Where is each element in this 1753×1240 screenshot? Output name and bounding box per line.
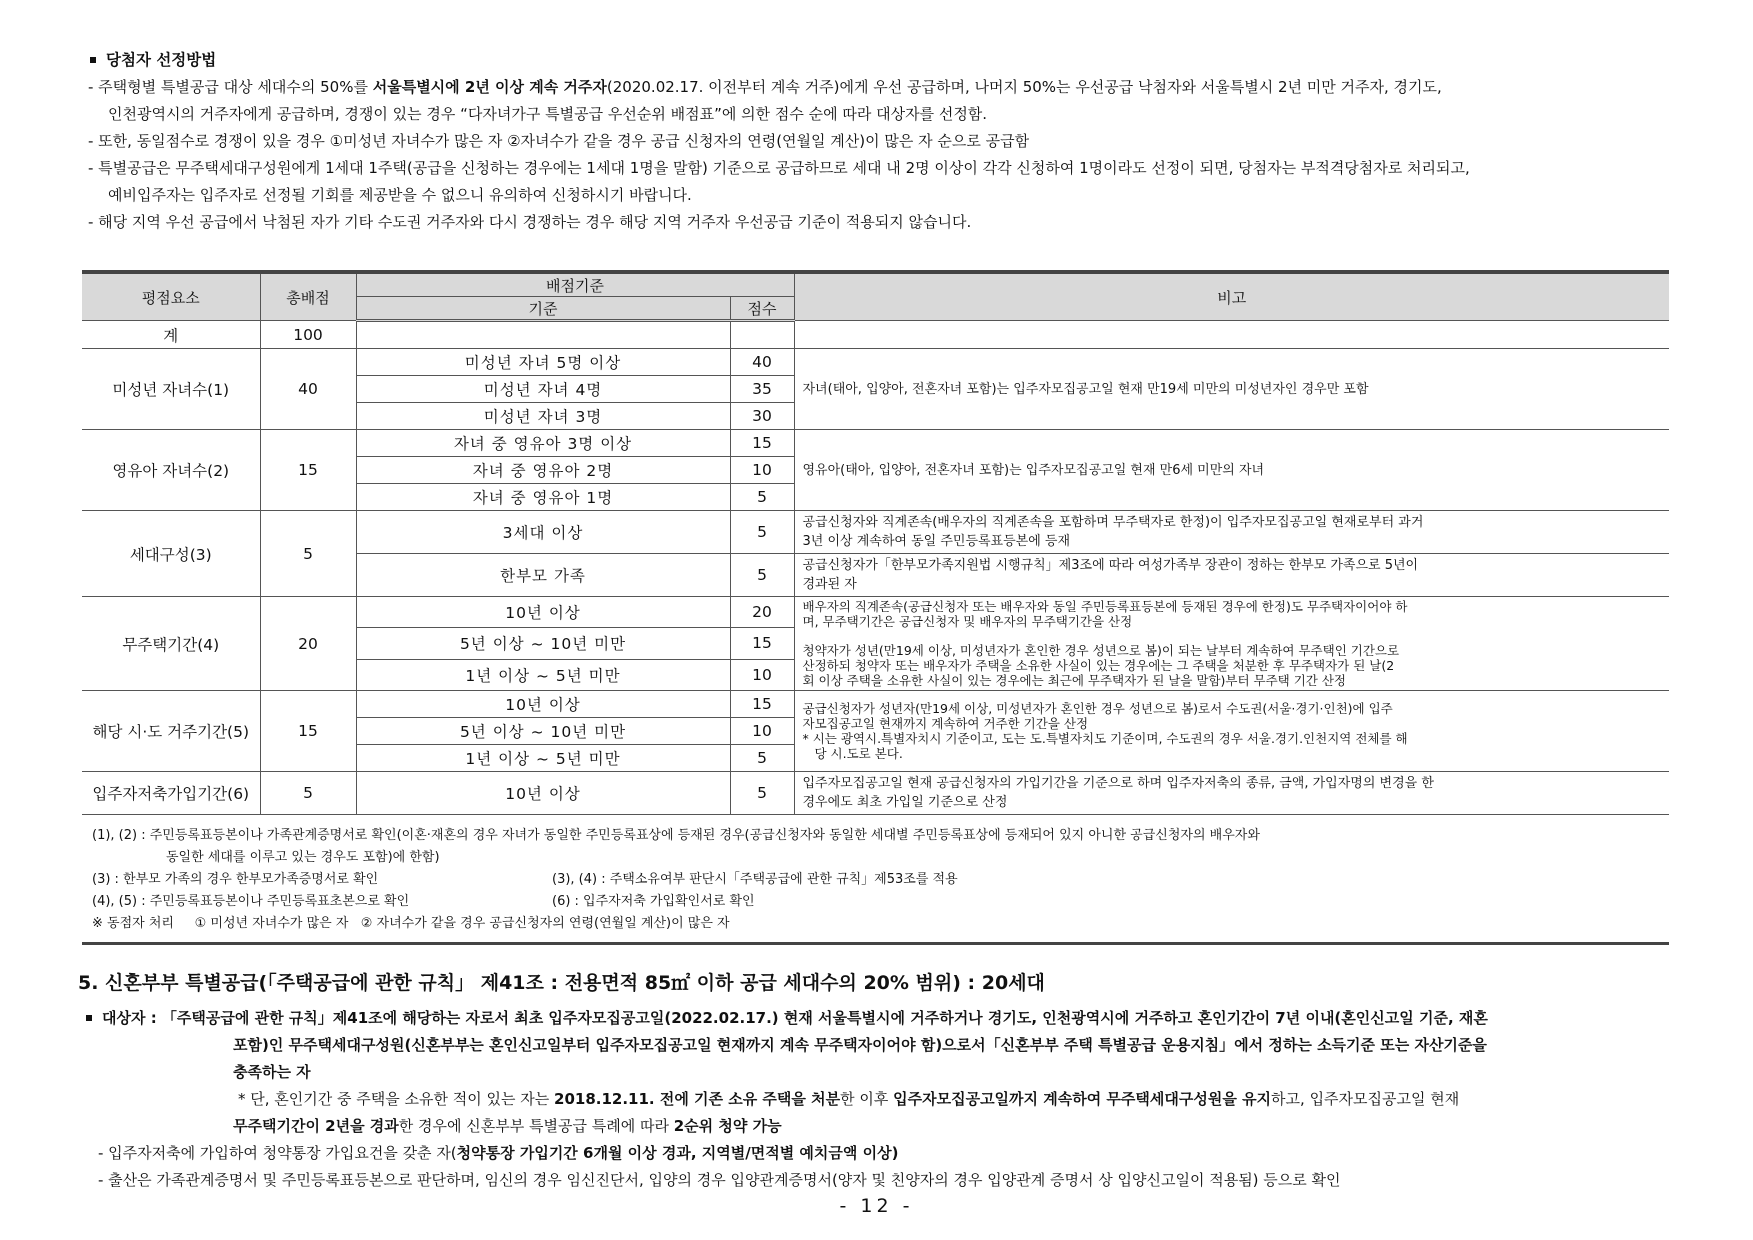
note: 입주자모집공고일 현재 공급신청자의 가입기간을 기준으로 하며 입주자저축의 종류, 금액, 가입자명의 변경을 한 경우에도 최초 가입일 기준으로 산정 <box>794 772 1669 815</box>
note: 영유아(태아, 입양아, 전혼자녀 포함)는 입주자모집공고일 현재 만6세 미만의 자녀 <box>794 430 1669 511</box>
footnote-line: (3) : 한부모 가족의 경우 한부모가족증명서로 확인 (3), (4) : 주택소유여부 판단시「주택공급에 관한 규칙」제53조를 적용 <box>92 872 958 887</box>
criterion: 자녀 중 영유아 1명 <box>356 484 730 511</box>
paragraph-line: - 입주자저축에 가입하여 청약통장 가입요건을 갖춘 자(청약통장 가입기간 6개월 이상 경과, 지역별/면적별 예치금액 이상) <box>98 1144 899 1162</box>
criterion: 1년 이상 ~ 5년 미만 <box>356 659 730 690</box>
score: 5 <box>730 484 794 511</box>
paragraph-line: - 해당 지역 우선 공급에서 낙첨된 자가 기타 수도권 거주자와 다시 경쟁하는 경우 해당 지역 거주자 우선공급 기준이 적용되지 않습니다. <box>88 213 972 231</box>
factor-name: 무주택기간(4) <box>82 597 260 691</box>
paragraph-line: - 출산은 가족관계증명서 및 주민등록표등본으로 판단하며, 임신의 경우 임신진단서, 입양의 경우 입양관계증명서(양자 및 친양자의 경우 입양관계 증명서 상 입양신고일이 적용됨) 등으로 확인 <box>98 1171 1341 1189</box>
score: 15 <box>730 691 794 718</box>
newlywed-supply-section <box>78 970 1698 1194</box>
table-row <box>82 511 1669 554</box>
sum-label: 계 <box>82 321 260 349</box>
special-note-line: * 단, 혼인기간 중 주택을 소유한 적이 있는 자는 2018.12.11. 전에 기존 소유 주택을 처분한 이후 입주자모집공고일까지 계속하여 무주택세대구성원을 유지하고, 입주자모집공고일 현재 <box>238 1090 1460 1108</box>
footnote-line: (1), (2) : 주민등록표등본이나 가족관계증명서로 확인(이혼·재혼의 경우 자녀가 동일한 주민등록표상에 등재된 경우(공급신청자와 동일한 세대별 주민등록표상에 등재되어 있지 아니한 공급신청자의 배우자와 <box>92 828 1260 843</box>
target-line: 충족하는 자 <box>233 1063 311 1081</box>
score: 5 <box>730 772 794 815</box>
criterion: 5년 이상 ~ 10년 미만 <box>356 718 730 745</box>
score: 10 <box>730 457 794 484</box>
footnote-line: 동일한 세대를 이루고 있는 경우도 포함)에 한함) <box>166 850 440 865</box>
section-heading: 당첨자 선정방법 <box>88 47 1688 74</box>
note: 공급신청자가 성년자(만19세 이상, 미성년자가 혼인한 경우 성년으로 봄)로서 수도권(서울·경기·인천)에 입주 자모집공고일 현재까지 계속하여 거주한 기간을 산정 * 시는 광역시.특별자치시 기준이고, 도는 도.특별자치도 기준이며, 수도권의 경우 서울.경기.인천지역 전체를 해 당 시.도로 본다. <box>794 691 1669 772</box>
factor-total: 15 <box>260 430 356 511</box>
factor-name: 해당 시·도 거주기간(5) <box>82 691 260 772</box>
score: 5 <box>730 511 794 554</box>
criterion: 미성년 자녀 4명 <box>356 376 730 403</box>
note: 자녀(태아, 입양아, 전혼자녀 포함)는 입주자모집공고일 현재 만19세 미만의 미성년자인 경우만 포함 <box>794 349 1669 430</box>
special-note-line: 무주택기간이 2년을 경과한 경우에 신혼부부 특별공급 특례에 따라 2순위 청약 가능 <box>233 1117 782 1135</box>
square-bullet-icon <box>90 57 96 63</box>
footnote-line: (4), (5) : 주민등록표등본이나 주민등록표초본으로 확인 (6) : 입주자저축 가입확인서로 확인 <box>92 894 755 909</box>
sum-value: 100 <box>260 321 356 349</box>
note: 공급신청자가「한부모가족지원법 시행규칙」제3조에 따라 여성가족부 장관이 정하는 한부모 가족으로 5년이 경과된 자 <box>794 554 1669 597</box>
paragraph-line: - 또한, 동일점수로 경쟁이 있을 경우 ①미성년 자녀수가 많은 자 ②자녀수가 같을 경우 공급 신청자의 연령(연월일 계산)이 많은 자 순으로 공급함 <box>88 132 1030 150</box>
criterion: 3세대 이상 <box>356 511 730 554</box>
selection-method-section <box>88 47 1688 236</box>
criterion: 10년 이상 <box>356 597 730 628</box>
score: 35 <box>730 376 794 403</box>
factor-total: 15 <box>260 691 356 772</box>
criterion: 10년 이상 <box>356 691 730 718</box>
score: 20 <box>730 597 794 628</box>
header-note: 비고 <box>794 272 1669 321</box>
criterion: 10년 이상 <box>356 772 730 815</box>
criterion: 1년 이상 ~ 5년 미만 <box>356 745 730 772</box>
section-title: 5. 신혼부부 특별공급(「주택공급에 관한 규칙」 제41조 : 전용면적 85㎡ 이하 공급 세대수의 20% 범위) : 20세대 <box>78 972 1045 994</box>
score: 10 <box>730 718 794 745</box>
header-total: 총배점 <box>260 272 356 321</box>
factor-name: 미성년 자녀수(1) <box>82 349 260 430</box>
target-line: 대상자 : 「주택공급에 관한 규칙」제41조에 해당하는 자로서 최초 입주자모집공고일(2022.02.17.) 현재 서울특별시에 거주하거나 경기도, 인천광역시에 거주하고 혼인기간이 7년 이내(혼인신고일 기준, 재혼 <box>78 1005 1698 1032</box>
table-footnotes <box>92 825 1672 935</box>
criterion: 한부모 가족 <box>356 554 730 597</box>
score: 5 <box>730 554 794 597</box>
footnote-line: ※ 동점자 처리 ① 미성년 자녀수가 많은 자 ② 자녀수가 같을 경우 공급신청자의 연령(연월일 계산)이 많은 자 <box>92 916 730 931</box>
table-row <box>82 321 1669 349</box>
score: 40 <box>730 349 794 376</box>
criterion: 자녀 중 영유아 2명 <box>356 457 730 484</box>
note: 배우자의 직계존속(공급신청자 또는 배우자와 동일 주민등록표등본에 등재된 경우에 한정)도 무주택자이어야 하 며, 무주택기간은 공급신청자 및 배우자의 무주택기간을 산정 청약자가 성년(만19세 이상, 미성년자가 혼인한 경우 성년으로 봄)이 되는 날부터 계속하여 무주택인 기간으로 산정하되 청약자 또는 배우자가 주택을 소유한 사실이 있는 경우에는 그 주택을 처분한 후 무주택자가 된 날(2 회 이상 주택을 소유한 사실이 있는 경우에는 최근에 무주택자가 된 날을 말함)부터 무주택 기간 산정 <box>794 597 1669 691</box>
paragraph-line: 인천광역시의 거주자에게 공급하며, 경쟁이 있는 경우 “다자녀가구 특별공급 우선순위 배점표”에 의한 점수 순에 따라 대상자를 선정함. <box>108 105 988 123</box>
table-row <box>82 430 1669 457</box>
criterion: 자녀 중 영유아 3명 이상 <box>356 430 730 457</box>
score: 10 <box>730 659 794 690</box>
factor-name: 세대구성(3) <box>82 511 260 597</box>
table-row <box>82 772 1669 815</box>
square-bullet-icon <box>86 1015 92 1021</box>
paragraph-line: 예비입주자는 입주자로 선정될 기회를 제공받을 수 없으니 유의하여 신청하시기 바랍니다. <box>108 186 692 204</box>
criterion: 5년 이상 ~ 10년 미만 <box>356 628 730 659</box>
criterion: 미성년 자녀 3명 <box>356 403 730 430</box>
score: 30 <box>730 403 794 430</box>
score: 5 <box>730 745 794 772</box>
header-standard: 기준 <box>356 297 730 321</box>
scoring-table <box>82 270 1669 815</box>
paragraph-line: - 특별공급은 무주택세대구성원에게 1세대 1주택(공급을 신청하는 경우에는 1세대 1명을 말함) 기준으로 공급하므로 세대 내 2명 이상이 각각 신청하여 1명이라도 선정이 되면, 당첨자는 부적격당첨자로 처리되고, <box>88 159 1470 177</box>
score: 15 <box>730 430 794 457</box>
section-divider <box>82 942 1669 945</box>
header-factor: 평점요소 <box>82 272 260 321</box>
note: 공급신청자와 직계존속(배우자의 직계존속을 포함하며 무주택자로 한정)이 입주자모집공고일 현재로부터 과거 3년 이상 계속하여 동일 주민등록표등본에 등재 <box>794 511 1669 554</box>
target-line: 포함)인 무주택세대구성원(신혼부부는 혼인신고일부터 입주자모집공고일 현재까지 계속 무주택자이어야 함)으로서「신혼부부 주택 특별공급 운용지침」에서 정하는 소득기준 또는 자산기준을 <box>233 1036 1487 1054</box>
header-criteria: 배점기준 <box>356 272 794 297</box>
table-row <box>82 691 1669 718</box>
score: 15 <box>730 628 794 659</box>
paragraph-line: - 주택형별 특별공급 대상 세대수의 50%를 서울특별시에 2년 이상 계속 거주자(2020.02.17. 이전부터 계속 거주)에게 우선 공급하며, 나머지 50%는 우선공급 낙첨자와 서울특별시 2년 미만 거주자, 경기도, <box>88 78 1442 96</box>
table-row <box>82 597 1669 628</box>
page-number: - 12 - <box>839 1195 914 1217</box>
criterion: 미성년 자녀 5명 이상 <box>356 349 730 376</box>
factor-total: 20 <box>260 597 356 691</box>
table-row <box>82 349 1669 376</box>
factor-total: 40 <box>260 349 356 430</box>
factor-total: 5 <box>260 772 356 815</box>
factor-total: 5 <box>260 511 356 597</box>
factor-name: 입주자저축가입기간(6) <box>82 772 260 815</box>
header-score: 점수 <box>730 297 794 321</box>
factor-name: 영유아 자녀수(2) <box>82 430 260 511</box>
